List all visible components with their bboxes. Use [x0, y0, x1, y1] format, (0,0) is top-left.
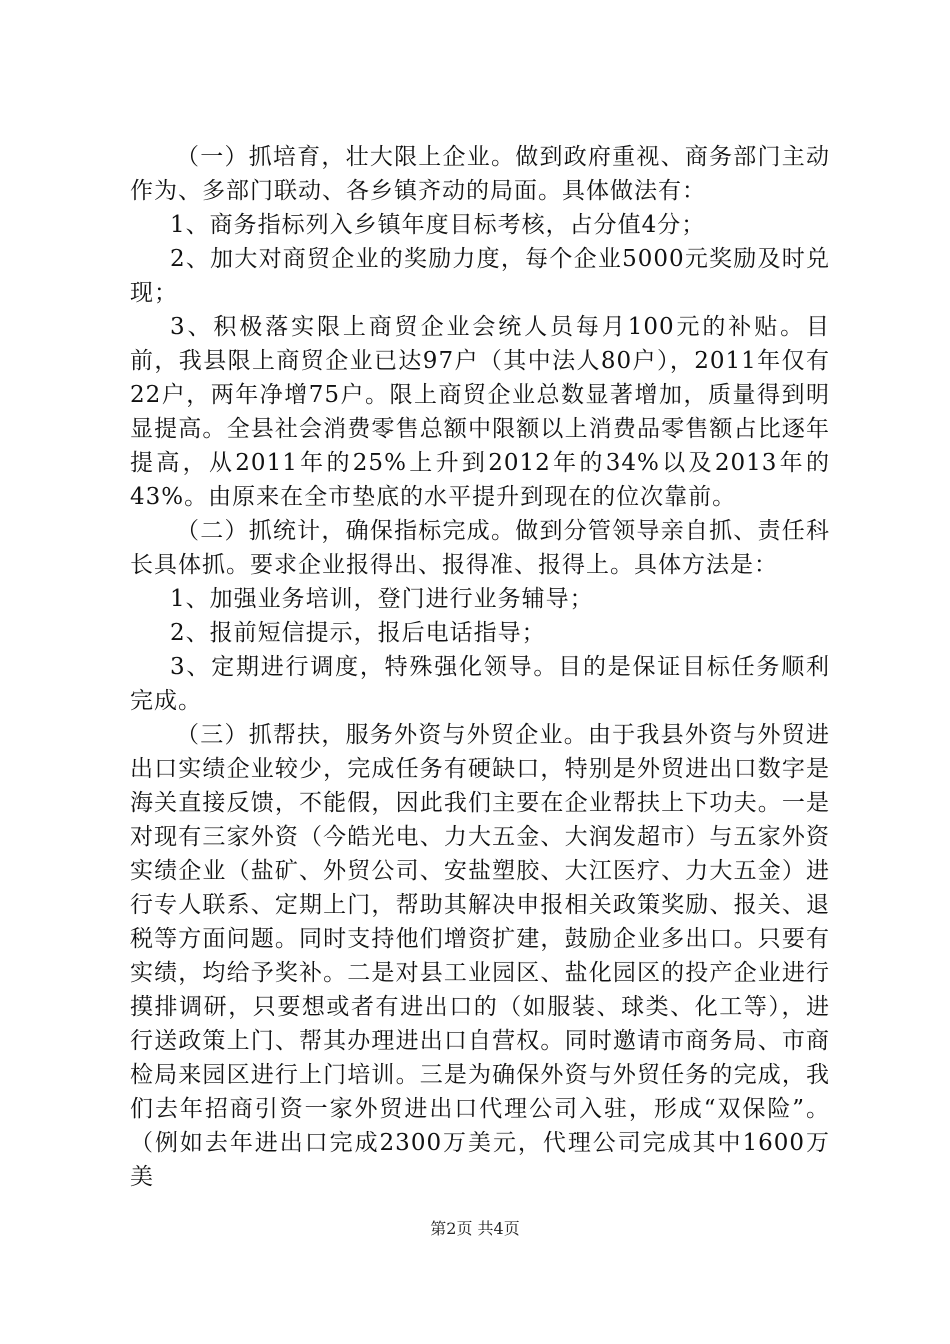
paragraph-section-3: （三）抓帮扶，服务外资与外贸企业。由于我县外资与外贸进出口实绩企业较少，完成任务有硬缺口，特别是外贸进出口数字是海关直接反馈，不能假，因此我们主要在企业帮扶上下功夫。一是对现有三家外资（今皓光电、力大五金、大润发超市）与五家外资实绩企业（盐矿、外贸公司、安盐塑胶、大江医疗、力大五金）进行专人联系、定期上门，帮助其解决申报相关政策奖励、报关、退税等方面问题。同时支持他们增资扩建，鼓励企业多出口。只要有实绩，均给予奖补。二是对县工业园区、盐化园区的投产企业进行摸排调研，只要想或者有进出口的（如服装、球类、化工等），进行送政策上门、帮其办理进出口自营权。同时邀请市商务局、市商检局来园区进行上门培训。三是为确保外资与外贸任务的完成，我们去年招商引资一家外贸进出口代理公司入驻，形成“双保险”。（例如去年进出口完成2300万美元，代理公司完成其中1600万美	[130, 722, 830, 1190]
paragraph-item-1-2: 2、加大对商贸企业的奖励力度，每个企业5000元奖励及时兑现；	[130, 246, 830, 306]
document-body	[130, 140, 830, 1194]
paragraph-section-1-heading: （一）抓培育，壮大限上企业。做到政府重视、商务部门主动作为、多部门联动、各乡镇齐动的局面。具体做法有：	[130, 144, 830, 204]
page-number-footer: 第2页 共4页	[430, 1219, 520, 1238]
paragraph-item-2-3: 3、定期进行调度，特殊强化领导。目的是保证目标任务顺利完成。	[130, 654, 830, 714]
paragraph-item-1-3: 3、积极落实限上商贸企业会统人员每月100元的补贴。目前，我县限上商贸企业已达97户（其中法人80户），2011年仅有22户，两年净增75户。限上商贸企业总数显著增加，质量得到明显提高。全县社会消费零售总额中限额以上消费品零售额占比逐年提高，从2011年的25%上升到2012年的34%以及2013年的43%。由原来在全市垫底的水平提升到现在的位次靠前。	[130, 314, 830, 510]
paragraph-item-2-1: 1、加强业务培训，登门进行业务辅导；	[170, 586, 594, 612]
paragraph-item-2-2: 2、报前短信提示，报后电话指导；	[170, 620, 546, 646]
paragraph-item-1-1: 1、商务指标列入乡镇年度目标考核，占分值4分；	[170, 212, 706, 238]
paragraph-section-2-heading: （二）抓统计，确保指标完成。做到分管领导亲自抓、责任科长具体抓。要求企业报得出、报得准、报得上。具体方法是：	[130, 518, 830, 578]
